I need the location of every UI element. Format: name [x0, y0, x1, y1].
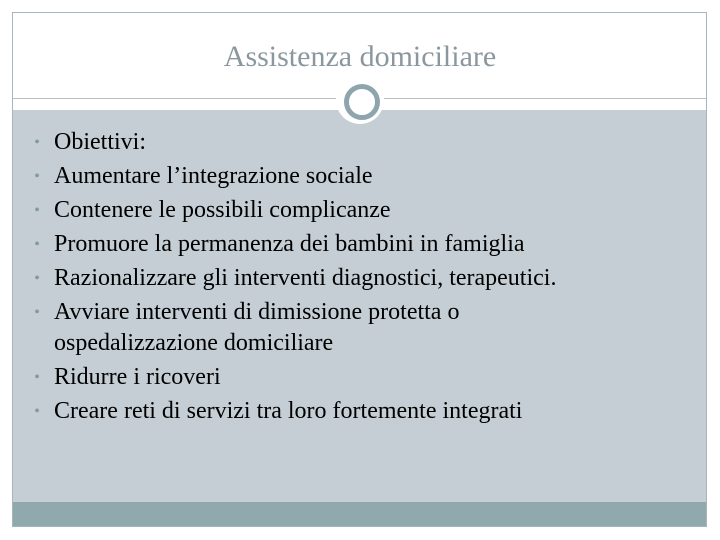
circle-ring-icon [344, 84, 380, 120]
bullet-item [30, 127, 700, 158]
bullet-item [30, 362, 700, 393]
bullet-dot-icon: • [34, 369, 40, 386]
bullet-dot-icon: • [34, 202, 40, 219]
bullet-text: Avviare interventi di dimissione protetta o [54, 299, 460, 325]
bullet-dot-icon: • [34, 304, 40, 321]
bullet-text-continuation: ospedalizzazione domiciliare [54, 330, 334, 356]
bullet-dot-icon: • [34, 403, 40, 420]
title-divider-left [13, 98, 343, 99]
bullet-list [30, 127, 700, 430]
bullet-item [30, 161, 700, 192]
bullet-item [30, 229, 700, 260]
bullet-item [30, 263, 700, 294]
bullet-dot-icon: • [34, 134, 40, 151]
bullet-text: Razionalizzare gli interventi diagnostici, terapeutici. [54, 265, 557, 291]
bullet-text: Contenere le possibili complicanze [54, 197, 391, 223]
bullet-item [30, 195, 700, 226]
bullet-text: Obiettivi: [54, 129, 146, 155]
bullet-dot-icon: • [34, 270, 40, 287]
bullet-dot-icon: • [34, 236, 40, 253]
bullet-text: Aumentare l’integrazione sociale [54, 163, 373, 189]
bullet-text: Promuore la permanenza dei bambini in famiglia [54, 231, 525, 257]
bullet-item [30, 297, 700, 359]
title-divider-right [375, 98, 706, 99]
slide-title: Assistenza domiciliare [223, 40, 497, 73]
bullet-text: Ridurre i ricoveri [54, 364, 221, 390]
footer-band [13, 502, 706, 526]
bullet-text: Creare reti di servizi tra loro fortemente integrati [54, 398, 523, 424]
bullet-item [30, 396, 700, 427]
bullet-dot-icon: • [34, 168, 40, 185]
